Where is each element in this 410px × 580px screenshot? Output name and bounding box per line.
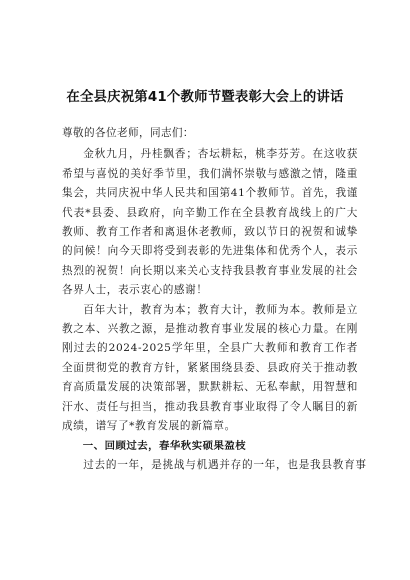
section-heading: 一、回顾过去，春华秋实硕果盈枝 (82, 439, 247, 452)
paragraph: 金秋九月，丹桂飘香；杏坛耕耘，桃李芬芳。在这收获希望与喜悦的美好季节里，我们满怀崇敬与感激之情，隆重集会，共同庆祝中华人民共和国第41个教师节。首先，我谨代表*县委、县政府，向辛勤工作在全县教育战线上的广大教师、教育工作者和离退休老教师，致以节日的祝贺和诚挚的问候！向今天即将受到表彰的先进集体和优秀个人，表示热烈的祝贺！向长期以来关心支持我县教育事业发展的社会各界人士，表示衷心的感谢！ (62, 148, 358, 297)
document-body (62, 124, 367, 475)
document-title: 在全县庆祝第41个教师节暨表彰大会上的讲话 (66, 90, 344, 105)
salutation: 尊敬的各位老师，同志们： (62, 127, 194, 139)
paragraph: 百年大计，教育为本；教育大计，教师为本。教师是立教之本、兴教之源，是推动教育事业发展的核心力量。在刚刚过去的2024-2025学年里，全县广大教师和教育工作者全面贯彻党的教育方针，紧紧围绕县委、县政府关于推动教育高质量发展的决策部署，默默耕耘、无私奉献，用智慧和汗水、责任与担当，推动我县教育事业取得了令人瞩目的新成绩，谱写了*教育发展的新篇章。 (62, 303, 358, 433)
paragraph-partial: 过去的一年，是挑战与机遇并存的一年，也是我县教育事 (83, 458, 367, 471)
